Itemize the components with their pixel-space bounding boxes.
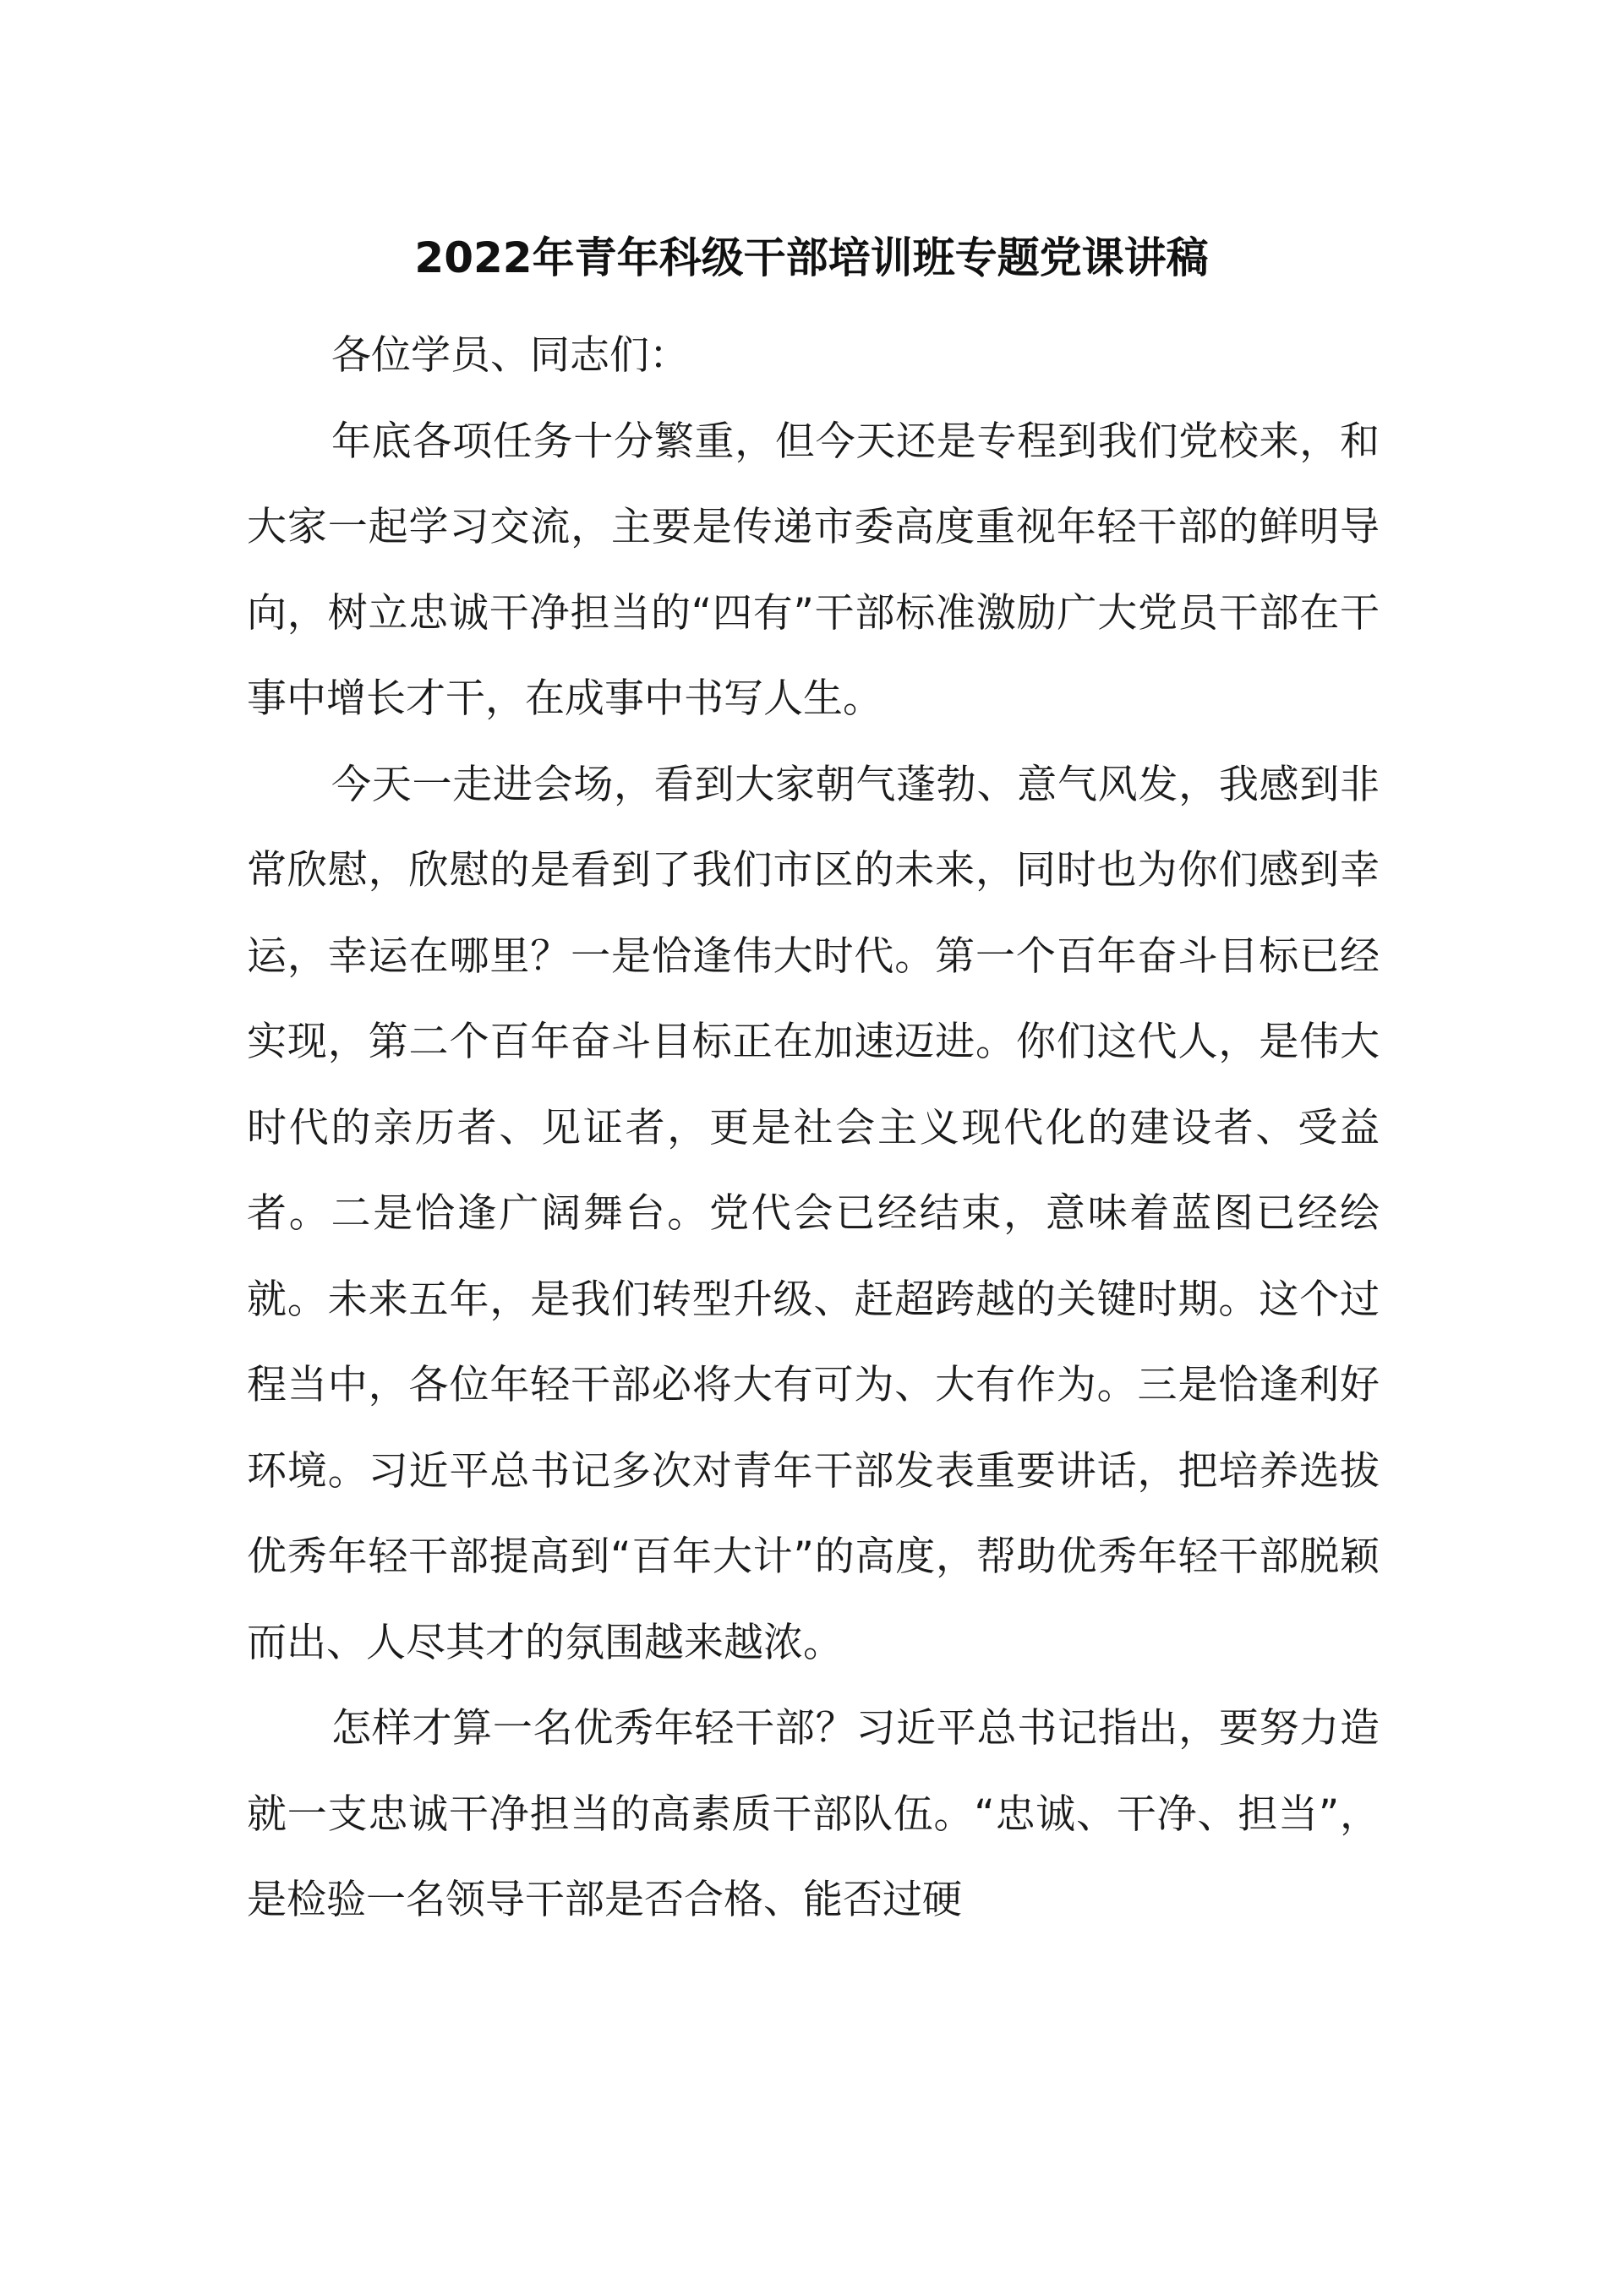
paragraph-1: 年底各项任务十分繁重，但今天还是专程到我们党校来，和大家一起学习交流，主要是传递市委高度重视年轻干部的鲜明导向，树立忠诚干净担当的“四有”干部标准激励广大党员干部在干事中增长才干，在成事中书写人生。 bbox=[247, 418, 1380, 722]
paragraph-3: 怎样才算一名优秀年轻干部？习近平总书记指出，要努力造就一支忠诚干净担当的高素质干部队伍。“忠诚、干净、担当”，是检验一名领导干部是否合格、能否过硬 bbox=[247, 1705, 1380, 1923]
paragraph-2: 今天一走进会场，看到大家朝气蓬勃、意气风发，我感到非常欣慰，欣慰的是看到了我们市区的未来，同时也为你们感到幸运，幸运在哪里？一是恰逢伟大时代。第一个百年奋斗目标已经实现，第二个百年奋斗目标正在加速迈进。你们这代人，是伟大时代的亲历者、见证者，更是社会主义现代化的建设者、受益者。二是恰逢广阔舞台。党代会已经结束，意味着蓝图已经绘就。未来五年，是我们转型升级、赶超跨越的关键时期。这个过程当中，各位年轻干部必将大有可为、大有作为。三是恰逢利好环境。习近平总书记多次对青年干部发表重要讲话，把培养选拔优秀年轻干部提高到“百年大计”的高度，帮助优秀年轻干部脱颖而出、人尽其才的氛围越来越浓。 bbox=[247, 761, 1380, 1666]
document-body bbox=[247, 313, 1380, 1943]
document-title: 2022年青年科级干部培训班专题党课讲稿 bbox=[414, 233, 1209, 282]
greeting-line: 各位学员、同志们： bbox=[331, 332, 689, 379]
